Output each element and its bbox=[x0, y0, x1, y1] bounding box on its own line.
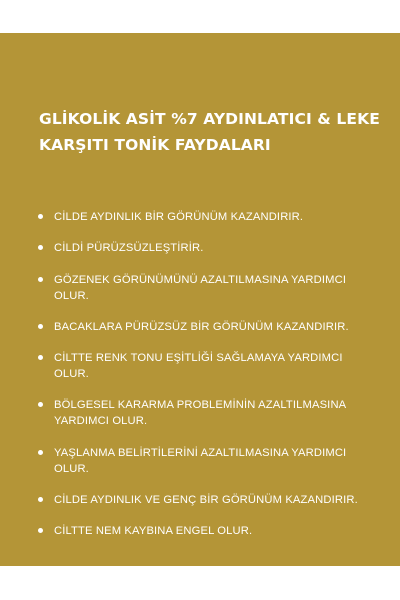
benefit-text: CİLDE AYDINLIK BİR GÖRÜNÜM KAZANDIRIR. bbox=[54, 211, 304, 223]
benefit-text: CİLTTE NEM KAYBINA ENGEL OLUR. bbox=[54, 525, 253, 538]
bullet-icon bbox=[38, 214, 43, 219]
benefits-list bbox=[38, 209, 378, 555]
bullet-icon bbox=[38, 402, 43, 407]
bullet-icon bbox=[38, 450, 43, 455]
bullet-icon bbox=[38, 245, 43, 250]
benefit-text: BACAKLARA PÜRÜZSÜZ BİR GÖRÜNÜM KAZANDIRIR. bbox=[54, 320, 349, 333]
bullet-icon bbox=[38, 497, 43, 502]
benefit-text: BÖLGESEL KARARMA PROBLEMİNİN AZALTILMASINA YARDIMCI OLUR. bbox=[54, 399, 346, 428]
benefit-text: CİLTTE RENK TONU EŞİTLİĞİ SAĞLAMAYA YARDIMCI OLUR. bbox=[54, 352, 343, 381]
benefit-item bbox=[38, 209, 378, 225]
benefit-item bbox=[38, 319, 378, 335]
benefit-item bbox=[38, 445, 378, 477]
bullet-icon bbox=[38, 528, 43, 533]
bullet-icon bbox=[38, 324, 43, 329]
bullet-icon bbox=[38, 277, 43, 282]
benefit-text: CİLDE AYDINLIK VE GENÇ BİR GÖRÜNÜM KAZANDIRIR. bbox=[54, 494, 358, 507]
benefit-item bbox=[38, 240, 378, 256]
benefit-text: YAŞLANMA BELİRTİLERİNİ AZALTILMASINA YARDIMCI OLUR. bbox=[54, 446, 347, 475]
benefit-text: GÖZENEK GÖRÜNÜMÜNÜ AZALTILMASINA YARDIMCI OLUR. bbox=[54, 273, 347, 302]
benefit-item bbox=[38, 350, 378, 382]
benefit-item bbox=[38, 397, 378, 429]
benefits-panel bbox=[0, 33, 400, 566]
benefit-text: CİLDİ PÜRÜZSÜZLEŞTİRİR. bbox=[54, 242, 204, 255]
benefit-item bbox=[38, 272, 378, 304]
benefit-item bbox=[38, 492, 378, 508]
page-title: GLİKOLİK ASİT %7 AYDINLATICI & LEKE KARŞITI TONİK FAYDALARI bbox=[39, 110, 380, 154]
bullet-icon bbox=[38, 355, 43, 360]
benefit-item bbox=[38, 523, 378, 539]
